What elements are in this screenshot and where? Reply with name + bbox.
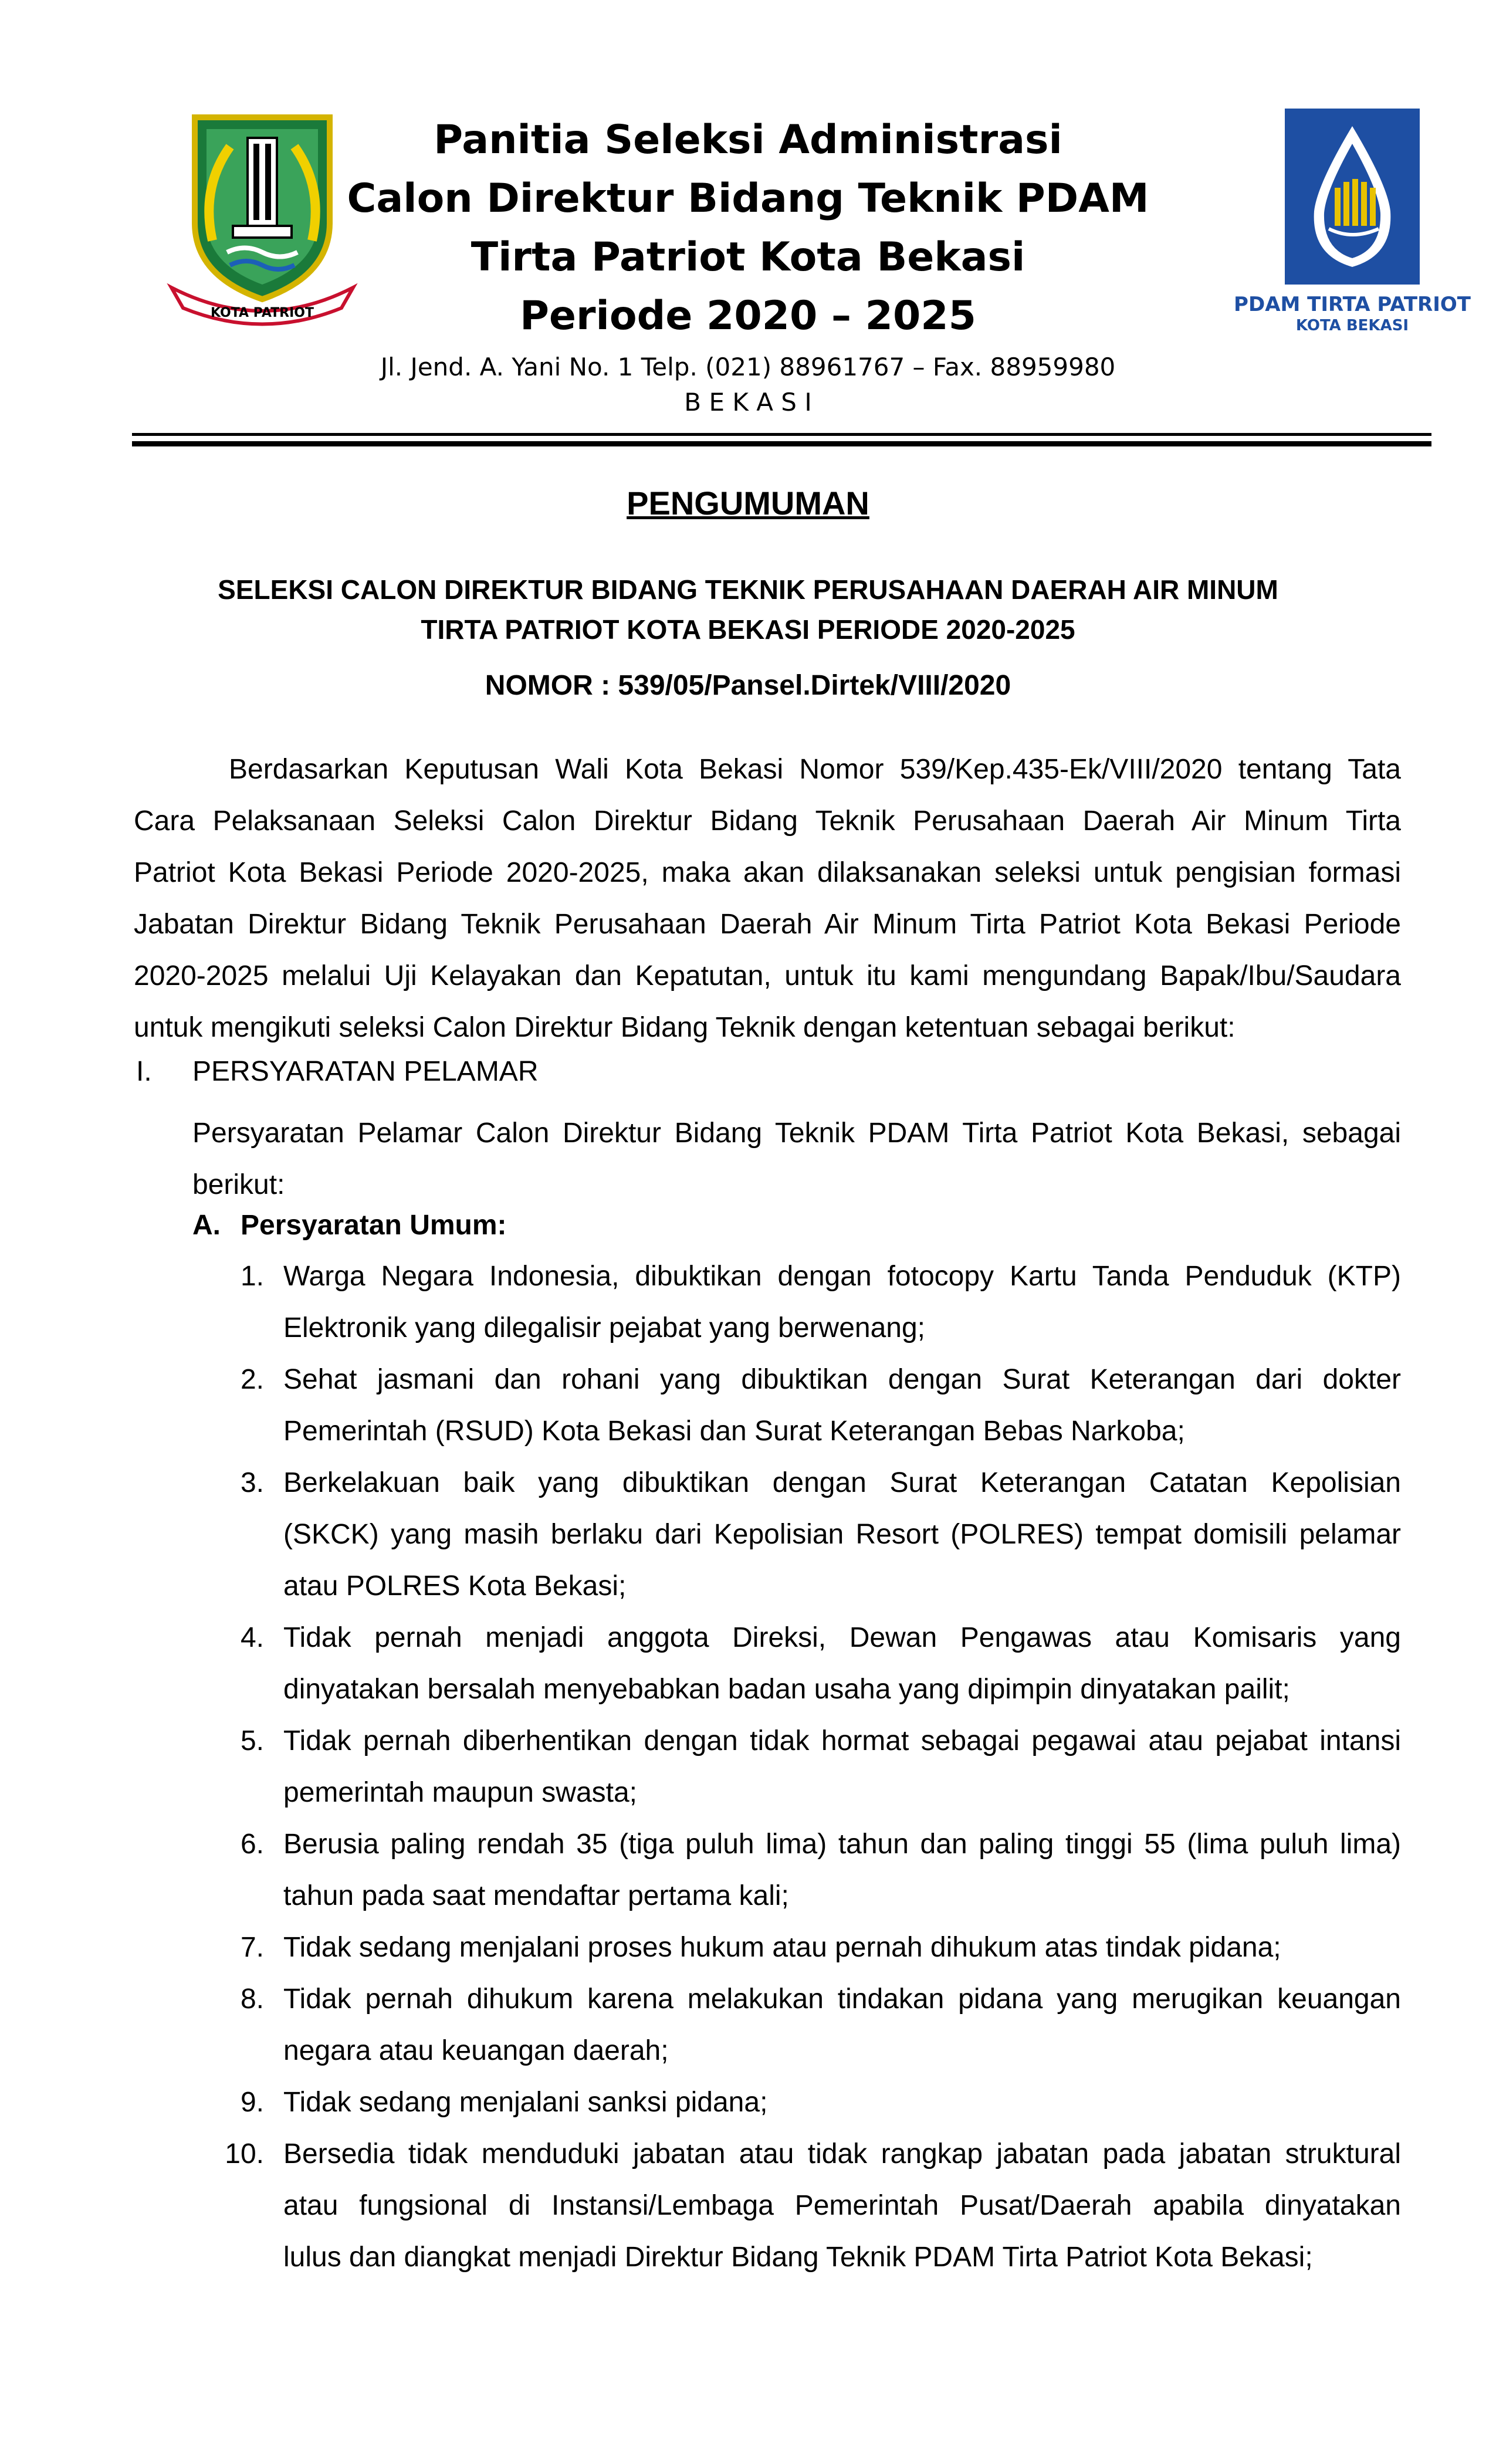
list-item	[283, 1612, 1401, 1715]
list-item-line: Bersedia tidak menduduki jabatan atau tidak rangkap jabatan pada jabatan struktural	[283, 2138, 1401, 2169]
list-item-line: dinyatakan bersalah menyebabkan badan usaha yang dipimpin dinyatakan pailit;	[283, 1674, 1290, 1705]
list-item	[283, 1974, 1401, 2077]
list-item-line: Tidak sedang menjalani sanksi pidana;	[283, 2087, 768, 2118]
item-number: 1.	[240, 1261, 264, 1292]
item-number: 7.	[240, 1932, 264, 1963]
list-item	[283, 2077, 1401, 2128]
intro-line: Jabatan Direktur Bidang Teknik Perusahaan Daerah Air Minum Tirta Patriot Kota Bekasi Periode	[134, 909, 1401, 940]
item-number: 9.	[240, 2087, 264, 2118]
list-item	[283, 1922, 1401, 1974]
item-number: 4.	[240, 1622, 264, 1653]
section-description	[192, 1108, 1401, 1211]
intro-line: untuk mengikuti seleksi Calon Direktur Bidang Teknik dengan ketentuan sebagai berikut:	[134, 1012, 1236, 1043]
list-item-line: Tidak pernah diberhentikan dengan tidak hormat sebagai pegawai atau pejabat intansi	[283, 1725, 1401, 1756]
list-item-line: Tidak sedang menjalani proses hukum atau pernah dihukum atas tindak pidana;	[283, 1932, 1281, 1963]
letterhead-title-line-4: Periode 2020 – 2025	[520, 293, 976, 339]
section-title: PERSYARATAN PELAMAR	[192, 1056, 539, 1087]
letterhead-title-line-3: Tirta Patriot Kota Bekasi	[471, 234, 1025, 280]
list-item-line: Berkelakuan baik yang dibuktikan dengan Surat Keterangan Catatan Kepolisian	[283, 1467, 1401, 1498]
intro-line: Berdasarkan Keputusan Wali Kota Bekasi Nomor 539/Kep.435-Ek/VIII/2020 tentang Tata	[229, 754, 1401, 785]
list-item-line: pemerintah maupun swasta;	[283, 1777, 637, 1808]
section-desc-line: berikut:	[192, 1169, 285, 1200]
item-number: 10.	[225, 2138, 264, 2169]
letterhead-address: Jl. Jend. A. Yani No. 1 Telp. (021) 88961767 – Fax. 88959980	[380, 353, 1116, 381]
list-item-line: Berusia paling rendah 35 (tiga puluh lima) tahun dan paling tinggi 55 (lima puluh lima)	[283, 1829, 1401, 1860]
list-item-line: lulus dan diangkat menjadi Direktur Bidang Teknik PDAM Tirta Patriot Kota Bekasi;	[283, 2242, 1313, 2273]
item-number: 5.	[240, 1725, 264, 1756]
letterhead-rule-thin	[132, 433, 1431, 436]
subsection-title: Persyaratan Umum:	[241, 1210, 507, 1241]
section-desc-line: Persyaratan Pelamar Calon Direktur Bidang Teknik PDAM Tirta Patriot Kota Bekasi, sebagai	[192, 1118, 1401, 1149]
list-item-line: Tidak pernah menjadi anggota Direksi, Dewan Pengawas atau Komisaris yang	[283, 1622, 1401, 1653]
list-item-line: atau POLRES Kota Bekasi;	[283, 1571, 627, 1602]
list-item-line: Tidak pernah dihukum karena melakukan tindakan pidana yang merugikan keuangan	[283, 1984, 1401, 2015]
list-item-line: (SKCK) yang masih berlaku dari Kepolisian Resort (POLRES) tempat domisili pelamar	[283, 1519, 1401, 1550]
item-number: 3.	[240, 1467, 264, 1498]
list-item	[283, 2128, 1401, 2283]
announcement-heading: PENGUMUMAN	[627, 485, 869, 522]
intro-line: Patriot Kota Bekasi Periode 2020-2025, maka akan dilaksanakan seleksi untuk pengisian formasi	[134, 857, 1401, 888]
list-item	[283, 1251, 1401, 1354]
list-item-line: negara atau keuangan daerah;	[283, 2035, 669, 2066]
letterhead-rule-thick	[132, 441, 1431, 446]
section-numeral: I.	[136, 1056, 152, 1087]
announcement-subtitle-line-2: TIRTA PATRIOT KOTA BEKASI PERIODE 2020-2025	[421, 614, 1075, 645]
letterhead-city: B E K A S I	[684, 388, 812, 417]
list-item	[283, 1715, 1401, 1819]
pdam-logo-line2: KOTA BEKASI	[1295, 317, 1409, 334]
announcement-subtitle-line-1: SELEKSI CALON DIREKTUR BIDANG TEKNIK PERUSAHAAN DAERAH AIR MINUM	[218, 574, 1278, 605]
subsection-label: A.	[192, 1210, 221, 1241]
letterhead-title-line-2: Calon Direktur Bidang Teknik PDAM	[347, 175, 1149, 222]
announcement-number: NOMOR : 539/05/Pansel.Dirtek/VIII/2020	[485, 670, 1011, 701]
list-item	[283, 1354, 1401, 1457]
list-item-line: tahun pada saat mendaftar pertama kali;	[283, 1880, 789, 1911]
intro-line: 2020-2025 melalui Uji Kelayakan dan Kepatutan, untuk itu kami mengundang Bapak/Ibu/Saudara	[134, 960, 1401, 991]
item-number: 6.	[240, 1829, 264, 1860]
list-item-line: Pemerintah (RSUD) Kota Bekasi dan Surat Keterangan Bebas Narkoba;	[283, 1416, 1185, 1447]
list-item	[283, 1819, 1401, 1922]
list-item-line: Warga Negara Indonesia, dibuktikan dengan fotocopy Kartu Tanda Penduduk (KTP)	[283, 1261, 1401, 1292]
intro-paragraph	[134, 744, 1401, 1054]
intro-line: Cara Pelaksanaan Seleksi Calon Direktur Bidang Teknik Perusahaan Daerah Air Minum Tirta	[134, 805, 1401, 837]
list-item	[283, 1457, 1401, 1612]
emblem-ribbon-text: KOTA PATRIOT	[210, 306, 314, 320]
list-item-line: atau fungsional di Instansi/Lembaga Pemerintah Pusat/Daerah apabila dinyatakan	[283, 2190, 1401, 2221]
pdam-logo-line1: PDAM TIRTA PATRIOT	[1234, 293, 1471, 316]
item-number: 2.	[240, 1364, 264, 1395]
item-number: 8.	[240, 1984, 264, 2015]
list-item-line: Sehat jasmani dan rohani yang dibuktikan dengan Surat Keterangan dari dokter	[283, 1364, 1401, 1395]
list-item-line: Elektronik yang dilegalisir pejabat yang berwenang;	[283, 1312, 926, 1343]
letterhead-title-line-1: Panitia Seleksi Administrasi	[434, 117, 1062, 163]
